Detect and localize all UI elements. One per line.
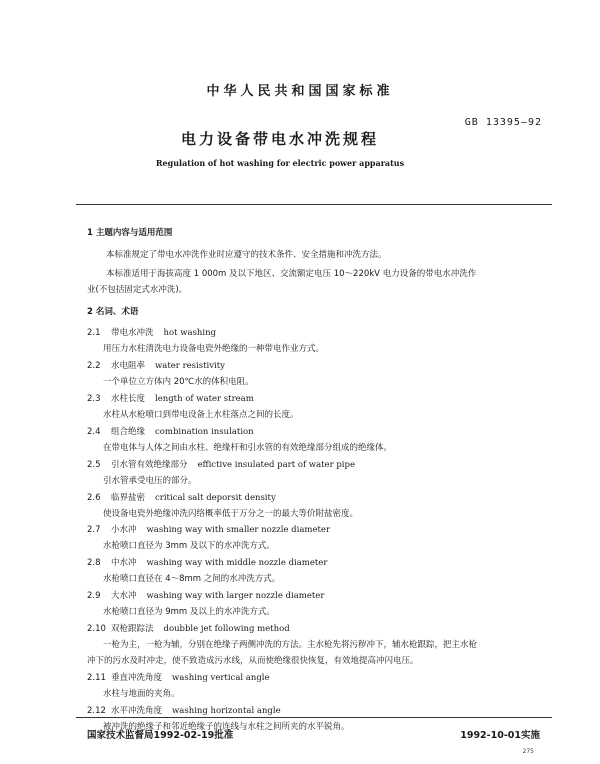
term-definition: 水柱从水枪喷口到带电设备上水柱落点之间的长度。 [103,409,299,420]
term-heading [87,704,281,716]
term-name-zh: 水平冲洗角度 [111,705,163,716]
term-heading [87,671,270,683]
term-heading [87,491,276,503]
term-number: 2.8 [87,558,101,569]
term-number: 2.9 [87,591,101,602]
term-name-en: washing vertical angle [172,673,270,683]
term-definition: 一个单位立方体内 20℃水的体积电阻。 [103,376,254,387]
term-name-en: critical salt deporsit density [155,492,276,503]
term-name-zh: 带电水冲洗 [111,328,154,338]
term-definition: 使设备电瓷外绝缘冲洗闪络概率低于万分之一的最大等价附盐密度。 [103,508,359,519]
term-definition: 水枪喷口直径在 4～8mm 之间的水冲洗方式。 [103,574,281,585]
term-name-zh: 中水冲 [111,558,137,569]
term-definition: 水柱与地面的夹角。 [103,689,180,699]
term-heading [87,359,225,371]
term-number: 2.10 [87,624,106,635]
term-name-zh: 水柱长度 [111,393,146,404]
term-definition: 被冲洗的绝缘子和邻近绝缘子的连线与水柱之间所夹的水平锐角。 [103,721,350,732]
header-divider [76,204,552,205]
term-number: 2.4 [87,426,101,437]
term-heading [87,556,327,568]
term-name-zh: 组合绝缘 [111,426,146,437]
term-name-zh: 大水冲 [111,591,137,602]
document-title-en: Regulation of hot washing for electric power apparatus [155,158,405,168]
term-number: 2.5 [87,459,101,470]
section-1-para-2-line-1: 本标准适用于海拔高度 1 000m 及以下地区、交流额定电压 10～220kV 电力设备的带电水冲洗作 [106,269,477,279]
term-heading [87,392,254,404]
term-number: 2.6 [87,492,101,503]
term-definition: 水枪喷口直径为 3mm 及以下的水冲洗方式。 [103,541,275,552]
page-number: 275 [522,748,534,755]
term-name-zh: 临界盐密 [111,492,146,503]
term-name-en: water resistivity [155,360,225,371]
section-1-para-2-line-2: 业(不包括固定式水冲洗)。 [87,285,188,295]
term-name-en: doubble jet following method [163,624,290,635]
term-definition: 引水管承受电压的部分。 [103,475,197,486]
term-name-en: washing way with smaller nozzle diameter [146,525,331,536]
term-name-en: length of water stream [155,393,254,404]
approval-line: 国家技术监督局1992-02-19批准 [87,730,234,741]
implementation-date: 1992-10-01实施 [460,730,540,741]
term-definition: 用压力水柱清洗电力设备电瓷外绝缘的一种带电作业方式。 [103,344,325,354]
term-heading [87,458,355,470]
term-heading [87,425,254,437]
section-1-heading: 1 主题内容与适用范围 [87,228,173,238]
term-definition: 水枪喷口直径为 9mm 及以上的水冲洗方式。 [103,607,275,618]
term-heading [87,326,216,338]
term-name-zh: 引水管有效绝缘部分 [111,459,188,470]
term-number: 2.1 [87,328,101,338]
country-standard-heading: 中华人民共和国国家标准 [206,84,394,99]
term-number: 2.3 [87,393,101,404]
term-definition: 冲下的污水及时冲走，使不致造成污水线，从而使绝缘很快恢复，有效地提高冲闪电压。 [87,656,419,667]
footer-divider [76,717,552,718]
term-heading [87,523,330,535]
term-name-zh: 小水冲 [111,525,137,536]
term-number: 2.11 [87,673,106,683]
term-number: 2.7 [87,525,101,536]
term-heading [87,622,290,634]
term-name-en: washing way with larger nozzle diameter [146,591,325,602]
term-name-zh: 双枪跟踪法 [111,624,154,635]
term-definition: 一枪为主，一枪为辅，分别在绝缘子两侧冲洗的方法。主水枪先将污秽冲下，辅水枪跟踪，把主水枪 [103,640,478,651]
term-heading [87,589,324,601]
term-name-en: hot washing [163,328,217,338]
section-2-heading: 2 名词、术语 [87,307,139,317]
document-title-zh: 电力设备带电水冲洗规程 [180,130,379,148]
term-number: 2.2 [87,360,101,371]
term-name-en: washing horizontal angle [172,705,281,716]
term-name-en: combination insulation [155,426,254,437]
term-name-en: washing way with middle nozzle diameter [146,558,328,569]
term-name-zh: 水电阻率 [111,360,146,371]
term-definition: 在带电体与人体之间由水柱、绝缘杆和引水管的有效绝缘部分组成的绝缘体。 [103,442,393,453]
section-1-para-1: 本标准规定了带电水冲洗作业时应遵守的技术条件、安全措施和冲洗方法。 [106,250,387,260]
standard-number: GB 13395—92 [464,117,542,128]
term-number: 2.12 [87,705,106,716]
term-name-en: effictive insulated part of water pipe [197,459,355,470]
term-name-zh: 垂直冲洗角度 [111,673,163,683]
